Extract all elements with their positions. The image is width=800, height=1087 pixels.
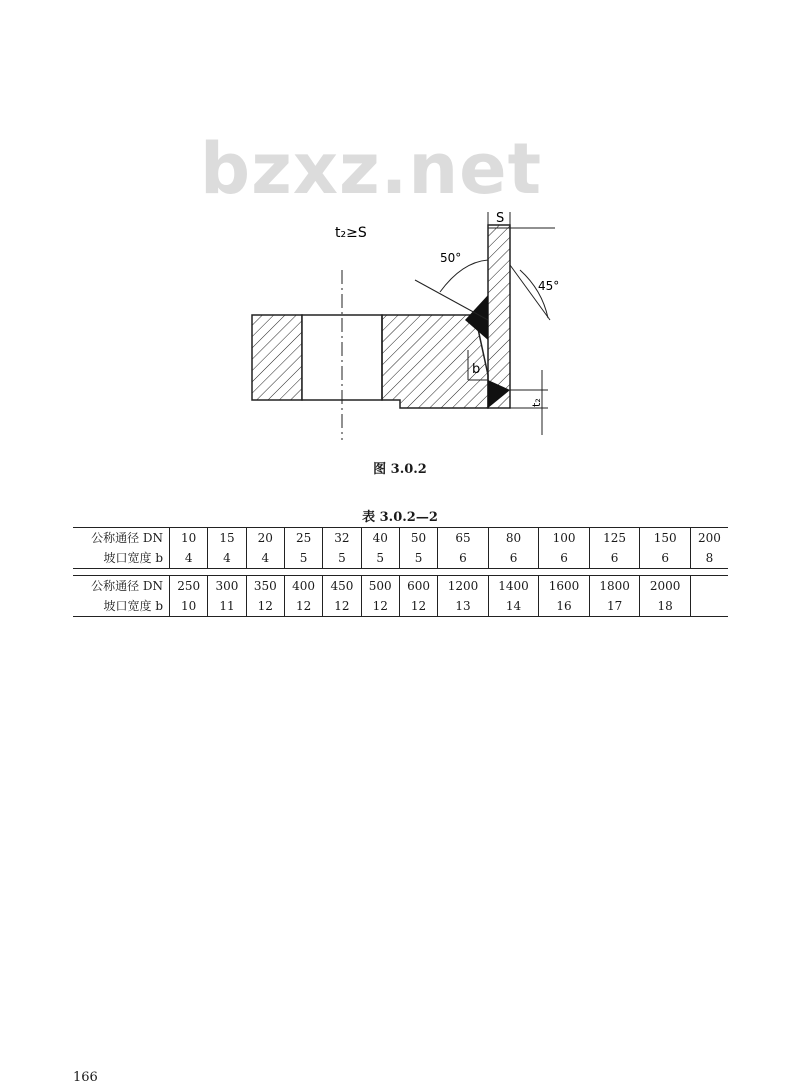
cell: 5 (361, 548, 399, 569)
cell: 10 (170, 528, 208, 549)
cell: 6 (438, 548, 489, 569)
angle-50-label: 50° (440, 251, 462, 265)
cell: 350 (246, 576, 284, 597)
cell: 600 (399, 576, 437, 597)
cell: 5 (284, 548, 322, 569)
cell: 400 (284, 576, 322, 597)
cell: 15 (208, 528, 246, 549)
t2-label: t₂ (530, 398, 543, 407)
cell: 5 (399, 548, 437, 569)
flange-left-hatched (252, 315, 302, 400)
cell: 1800 (589, 576, 640, 597)
cell: 11 (208, 596, 246, 617)
cell: 20 (246, 528, 284, 549)
cell: 4 (246, 548, 284, 569)
cell: 4 (208, 548, 246, 569)
cell: 450 (323, 576, 361, 597)
cell: 5 (323, 548, 361, 569)
table-row-dn-1 (73, 528, 728, 549)
cell: 12 (246, 596, 284, 617)
cell: 18 (640, 596, 691, 617)
cell: 8 (690, 548, 728, 569)
bevel-width-table (73, 527, 728, 617)
cell: 13 (438, 596, 489, 617)
cell: 1200 (438, 576, 489, 597)
cell: 200 (690, 528, 728, 549)
row-header: 坡口宽度 b (73, 548, 170, 569)
formula-label: t₂≥S (335, 225, 367, 241)
cell: 12 (323, 596, 361, 617)
b-label: b (472, 362, 481, 377)
cell: 2000 (640, 576, 691, 597)
table-row-b-1 (73, 548, 728, 569)
cell: 50 (399, 528, 437, 549)
cell: 1400 (488, 576, 539, 597)
cell: 12 (399, 596, 437, 617)
cell (690, 576, 728, 597)
cell: 14 (488, 596, 539, 617)
cell: 1600 (539, 576, 590, 597)
cell (690, 596, 728, 617)
cell: 6 (539, 548, 590, 569)
cell: 6 (640, 548, 691, 569)
cell: 65 (438, 528, 489, 549)
s-label: S (496, 211, 505, 226)
cell: 80 (488, 528, 539, 549)
cell: 150 (640, 528, 691, 549)
row-header: 公称通径 DN (73, 528, 170, 549)
cell: 4 (170, 548, 208, 569)
watermark: bzxz.net (200, 128, 543, 210)
table-title: 表 3.0.2—2 (362, 510, 438, 525)
cell: 6 (589, 548, 640, 569)
cell: 16 (539, 596, 590, 617)
cell: 6 (488, 548, 539, 569)
cell: 40 (361, 528, 399, 549)
angle-45-label: 45° (538, 279, 560, 293)
page-number: 166 (73, 1070, 98, 1085)
figure-caption: 图 3.0.2 (373, 462, 427, 477)
pipe-wall (488, 225, 510, 408)
cell: 250 (170, 576, 208, 597)
cell: 300 (208, 576, 246, 597)
cell: 32 (323, 528, 361, 549)
cell: 17 (589, 596, 640, 617)
cell: 10 (170, 596, 208, 617)
cell: 100 (539, 528, 590, 549)
cell: 12 (361, 596, 399, 617)
cell: 125 (589, 528, 640, 549)
table-row-b-2 (73, 596, 728, 617)
cell: 500 (361, 576, 399, 597)
cell: 12 (284, 596, 322, 617)
table-row-dn-2 (73, 576, 728, 597)
weld-section-drawing (230, 200, 570, 450)
row-header: 公称通径 DN (73, 576, 170, 597)
row-header: 坡口宽度 b (73, 596, 170, 617)
cell: 25 (284, 528, 322, 549)
